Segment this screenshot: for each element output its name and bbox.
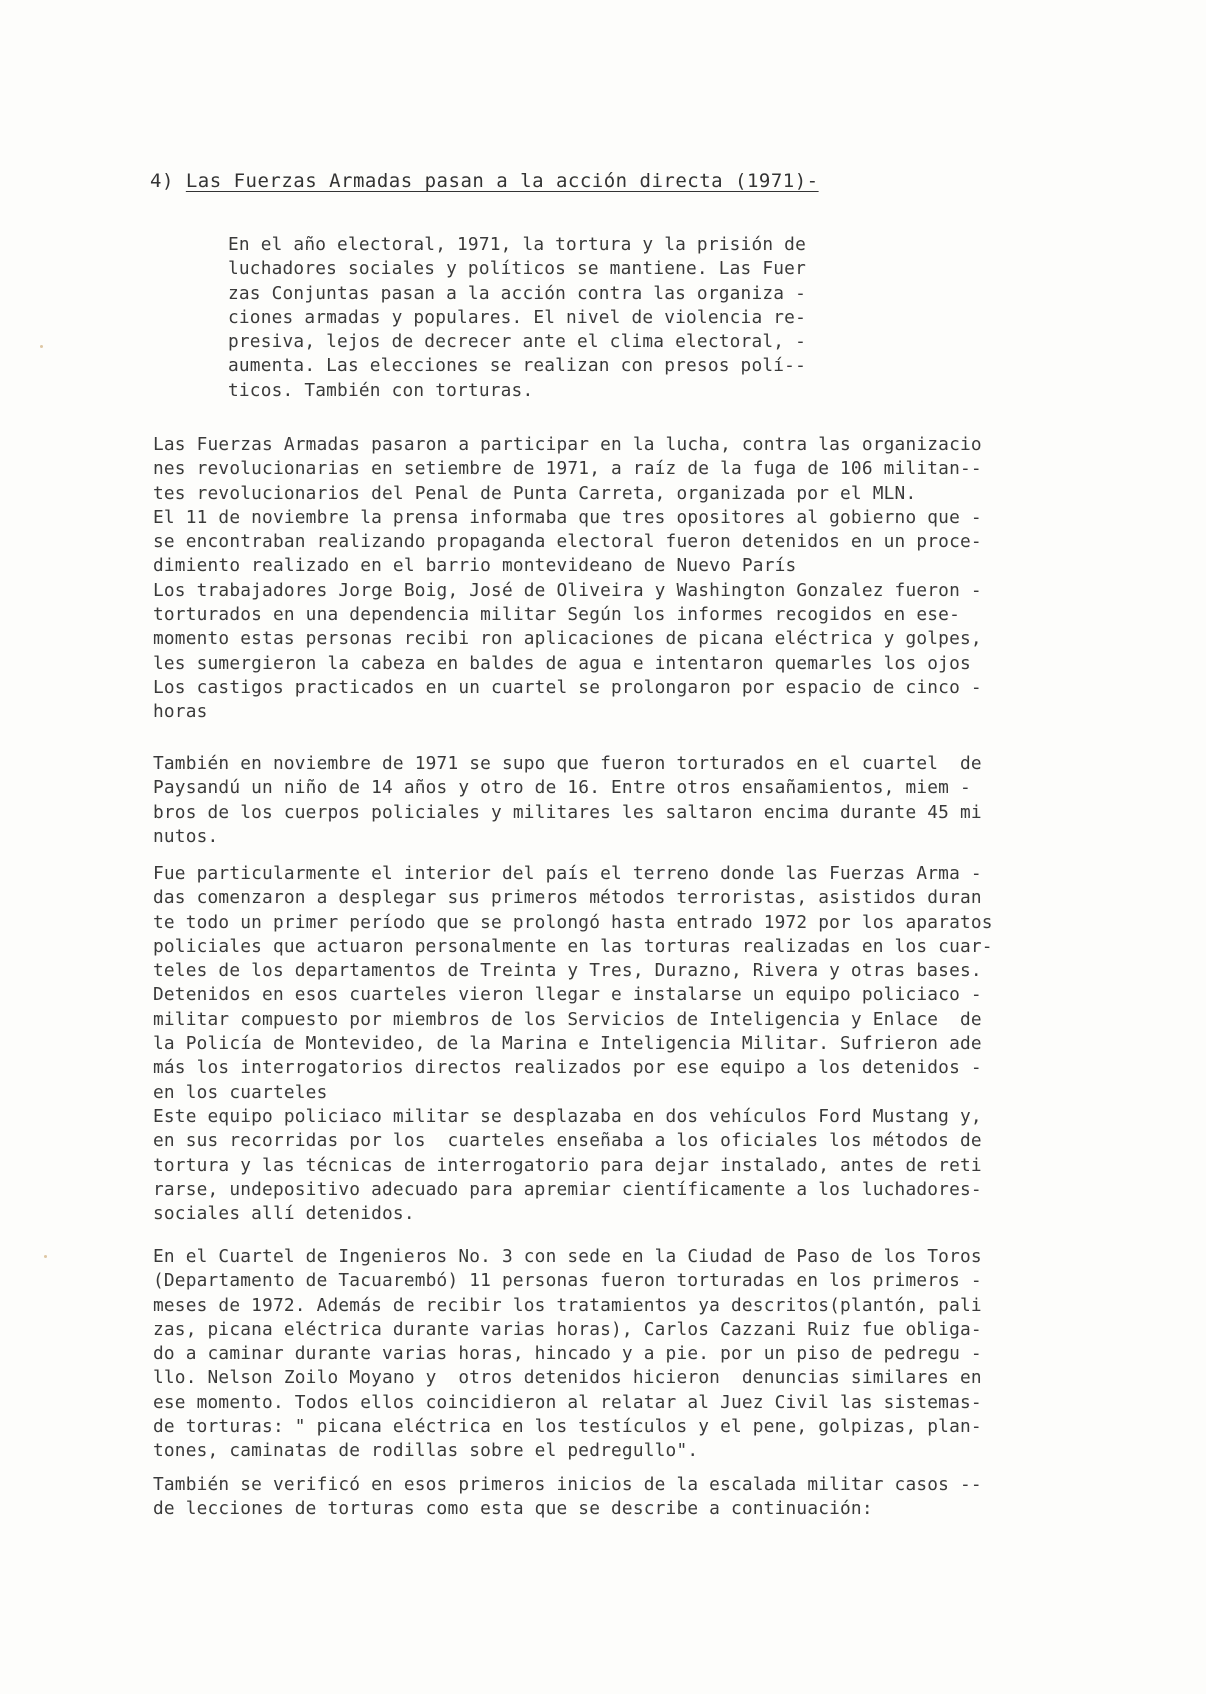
text-line: teles de los departamentos de Treinta y Tres, Durazno, Rivera y otras bases. bbox=[153, 960, 982, 982]
text-line: torturados en una dependencia militar Según los informes recogidos en ese- bbox=[153, 604, 960, 626]
text-line: do a caminar durante varias horas, hincado y a pie. por un piso de pedregu - bbox=[153, 1343, 982, 1365]
text-line: El 11 de noviembre la prensa informaba que tres opositores al gobierno que - bbox=[153, 506, 982, 528]
text-line: (Departamento de Tacuarembó) 11 personas fueron torturadas en los primeros - bbox=[153, 1270, 982, 1292]
text-line: aumenta. Las elecciones se realizan con presos polí-- bbox=[228, 355, 806, 377]
text-line: sociales allí detenidos. bbox=[153, 1203, 415, 1225]
text-line: Fue particularmente el interior del país el terreno donde las Fuerzas Arma - bbox=[153, 863, 982, 884]
text-line: También se verificó en esos primeros inicios de la escalada militar casos -- bbox=[153, 1474, 982, 1495]
text-line: tes revolucionarios del Penal de Punta Carreta, organizada por el MLN. bbox=[153, 482, 917, 504]
text-line: se encontraban realizando propaganda electoral fueron detenidos en un proce- bbox=[153, 531, 982, 553]
text-line: les sumergieron la cabeza en baldes de agua e intentaron quemarles los ojos bbox=[153, 652, 971, 674]
text-line: Los castigos practicados en un cuartel se prolongaron por espacio de cinco - bbox=[153, 676, 982, 698]
text-line: tones, caminatas de rodillas sobre el pedregullo". bbox=[153, 1440, 699, 1462]
section-heading bbox=[150, 170, 819, 192]
text-line: policiales que actuaron personalmente en las torturas realizadas en los cuar- bbox=[153, 935, 993, 957]
paragraph-paso-de-los-toros bbox=[153, 1245, 982, 1464]
text-line: ticos. También con torturas. bbox=[228, 379, 534, 401]
text-line: También en noviembre de 1971 se supo que fueron torturados en el cuartel de bbox=[153, 753, 982, 774]
text-line: En el Cuartel de Ingenieros No. 3 con sede en la Ciudad de Paso de los Toros bbox=[153, 1246, 982, 1267]
text-line: luchadores sociales y políticos se mantiene. Las Fuer bbox=[228, 258, 806, 280]
text-line: rarse, undepositivo adecuado para apremiar científicamente a los luchadores- bbox=[153, 1178, 982, 1200]
paragraph-lecciones bbox=[153, 1473, 982, 1522]
text-line: ciones armadas y populares. El nivel de violencia re- bbox=[228, 306, 806, 328]
text-line: Los trabajadores Jorge Boig, José de Oliveira y Washington Gonzalez fueron - bbox=[153, 579, 982, 601]
paper-speck bbox=[44, 1255, 47, 1258]
text-line: momento estas personas recibi ron aplicaciones de picana eléctrica y golpes, bbox=[153, 628, 982, 650]
text-line: más los interrogatorios directos realizados por ese equipo a los detenidos - bbox=[153, 1057, 982, 1079]
text-line: Este equipo policiaco militar se desplazaba en dos vehículos Ford Mustang y, bbox=[153, 1105, 982, 1127]
paragraph-intro bbox=[228, 233, 806, 403]
text-line: en los cuarteles bbox=[153, 1081, 328, 1103]
text-line: Las Fuerzas Armadas pasaron a participar en la lucha, contra las organizacio bbox=[153, 434, 982, 455]
paragraph-paysandu bbox=[153, 752, 982, 849]
text-line: Paysandú un niño de 14 años y otro de 16. Entre otros ensañamientos, miem - bbox=[153, 777, 971, 799]
text-line: horas bbox=[153, 701, 208, 723]
section-number: 4) bbox=[150, 170, 174, 192]
text-line: de torturas: " picana eléctrica en los testículos y el pene, golpizas, plan- bbox=[153, 1416, 982, 1438]
section-title: Las Fuerzas Armadas pasan a la acción directa (1971)- bbox=[185, 170, 819, 192]
text-line: en sus recorridas por los cuarteles enseñaba a los oficiales los métodos de bbox=[153, 1130, 982, 1152]
text-line: la Policía de Montevideo, de la Marina e Inteligencia Militar. Sufrieron ade bbox=[153, 1033, 982, 1055]
text-line: Detenidos en esos cuarteles vieron llegar e instalarse un equipo policiaco - bbox=[153, 984, 982, 1006]
text-line: tortura y las técnicas de interrogatorio para dejar instalado, antes de reti bbox=[153, 1154, 982, 1176]
text-line: militar compuesto por miembros de los Servicios de Inteligencia y Enlace de bbox=[153, 1008, 982, 1030]
paper-speck bbox=[40, 345, 43, 348]
text-line: nes revolucionarias en setiembre de 1971, a raíz de la fuga de 106 militan-- bbox=[153, 458, 982, 480]
text-line: meses de 1972. Además de recibir los tratamientos ya descritos(plantón, pali bbox=[153, 1294, 982, 1316]
text-line: dimiento realizado en el barrio montevideano de Nuevo París bbox=[153, 555, 797, 577]
text-line: nutos. bbox=[153, 825, 219, 847]
text-line: bros de los cuerpos policiales y militares les saltaron encima durante 45 mi bbox=[153, 801, 982, 823]
text-line: das comenzaron a desplegar sus primeros métodos terroristas, asistidos duran bbox=[153, 887, 982, 909]
text-line: llo. Nelson Zoilo Moyano y otros detenidos hicieron denuncias similares en bbox=[153, 1367, 982, 1389]
text-line: de lecciones de torturas como esta que se describe a continuación: bbox=[153, 1498, 873, 1520]
text-line: presiva, lejos de decrecer ante el clima electoral, - bbox=[228, 331, 806, 353]
text-line: ese momento. Todos ellos coincidieron al relatar al Juez Civil las sistemas- bbox=[153, 1391, 982, 1413]
text-line: te todo un primer período que se prolongó hasta entrado 1972 por los aparatos bbox=[153, 911, 993, 933]
text-line: zas, picana eléctrica durante varias horas), Carlos Cazzani Ruiz fue obliga- bbox=[153, 1318, 982, 1340]
text-line: En el año electoral, 1971, la tortura y la prisión de bbox=[228, 234, 806, 255]
text-line: zas Conjuntas pasan a la acción contra las organiza - bbox=[228, 282, 806, 304]
paragraph-setiembre-1971 bbox=[153, 433, 982, 725]
paragraph-interior bbox=[153, 862, 993, 1226]
